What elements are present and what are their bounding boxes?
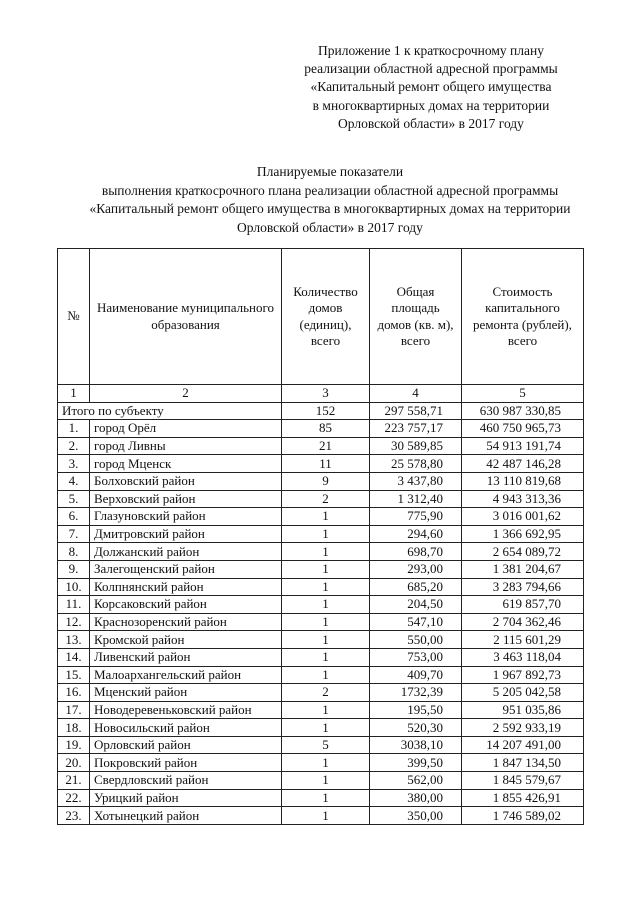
cell-name: Залегощенский район — [90, 560, 282, 578]
cell-cost: 1 366 692,95 — [462, 525, 584, 543]
header-count: Количество домов (единиц), всего — [282, 249, 370, 385]
cell-area: 30 589,85 — [370, 437, 462, 455]
cell-name: Колпнянский район — [90, 578, 282, 596]
cell-count: 1 — [282, 807, 370, 825]
cell-count: 1 — [282, 719, 370, 737]
cell-count: 2 — [282, 490, 370, 508]
column-number: 2 — [90, 385, 282, 403]
cell-cost: 1 847 134,50 — [462, 754, 584, 772]
table-row — [58, 684, 584, 702]
cell-cost: 1 855 426,91 — [462, 789, 584, 807]
cell-area: 293,00 — [370, 560, 462, 578]
cell-area: 350,00 — [370, 807, 462, 825]
table-row — [58, 508, 584, 526]
cell-count: 1 — [282, 648, 370, 666]
cell-cost: 2 115 601,29 — [462, 631, 584, 649]
cell-no: 10. — [58, 578, 90, 596]
cell-count: 1 — [282, 525, 370, 543]
table-row — [58, 560, 584, 578]
table-row — [58, 596, 584, 614]
cell-cost: 2 704 362,46 — [462, 613, 584, 631]
cell-area: 1732,39 — [370, 684, 462, 702]
indicators-table — [57, 248, 584, 825]
cell-cost: 3 283 794,66 — [462, 578, 584, 596]
cell-name: Краснозоренский район — [90, 613, 282, 631]
cell-name: Мценский район — [90, 684, 282, 702]
cell-area: 204,50 — [370, 596, 462, 614]
header-area: Общая площадь домов (кв. м), всего — [370, 249, 462, 385]
cell-name: Кромской район — [90, 631, 282, 649]
cell-name: Покровский район — [90, 754, 282, 772]
cell-area: 409,70 — [370, 666, 462, 684]
cell-area: 698,70 — [370, 543, 462, 561]
table-row — [58, 525, 584, 543]
cell-count: 21 — [282, 437, 370, 455]
cell-area: 399,50 — [370, 754, 462, 772]
header-no: № — [58, 249, 90, 385]
cell-no: 2. — [58, 437, 90, 455]
cell-count: 1 — [282, 613, 370, 631]
cell-area: 547,10 — [370, 613, 462, 631]
cell-count: 1 — [282, 560, 370, 578]
cell-cost: 13 110 819,68 — [462, 472, 584, 490]
cell-count: 2 — [282, 684, 370, 702]
cell-no: 3. — [58, 455, 90, 473]
cell-name: Болховский район — [90, 472, 282, 490]
cell-cost: 54 913 191,74 — [462, 437, 584, 455]
cell-name: Дмитровский район — [90, 525, 282, 543]
cell-no: 14. — [58, 648, 90, 666]
document-title — [50, 163, 610, 237]
cell-name: Малоархангельский район — [90, 666, 282, 684]
header-cost: Стоимость капитального ремонта (рублей), всего — [462, 249, 584, 385]
cell-count: 1 — [282, 631, 370, 649]
cell-cost: 460 750 965,73 — [462, 420, 584, 438]
cell-cost: 5 205 042,58 — [462, 684, 584, 702]
cell-name: город Орёл — [90, 420, 282, 438]
column-number: 4 — [370, 385, 462, 403]
column-number: 5 — [462, 385, 584, 403]
total-label: Итого по субъекту — [58, 402, 282, 420]
table-row — [58, 543, 584, 561]
cell-cost: 3 463 118,04 — [462, 648, 584, 666]
table-row — [58, 701, 584, 719]
appendix-line: «Капитальный ремонт общего имущества — [310, 79, 552, 95]
cell-area: 775,90 — [370, 508, 462, 526]
cell-name: Хотынецкий район — [90, 807, 282, 825]
cell-no: 19. — [58, 736, 90, 754]
cell-cost: 14 207 491,00 — [462, 736, 584, 754]
cell-no: 17. — [58, 701, 90, 719]
cell-count: 1 — [282, 543, 370, 561]
cell-count: 1 — [282, 789, 370, 807]
cell-name: Должанский район — [90, 543, 282, 561]
cell-name: Корсаковский район — [90, 596, 282, 614]
cell-no: 8. — [58, 543, 90, 561]
cell-area: 25 578,80 — [370, 455, 462, 473]
cell-name: Орловский район — [90, 736, 282, 754]
title-line: выполнения краткосрочного плана реализации областной адресной программы — [101, 182, 559, 198]
column-number: 3 — [282, 385, 370, 403]
cell-area: 380,00 — [370, 789, 462, 807]
cell-area: 195,50 — [370, 701, 462, 719]
appendix-line: в многоквартирных домах на территории — [312, 97, 550, 113]
table-row — [58, 437, 584, 455]
cell-count: 85 — [282, 420, 370, 438]
cell-name: Новосильский район — [90, 719, 282, 737]
cell-cost: 2 654 089,72 — [462, 543, 584, 561]
cell-cost: 4 943 313,36 — [462, 490, 584, 508]
table-row — [58, 772, 584, 790]
table-row — [58, 666, 584, 684]
cell-no: 20. — [58, 754, 90, 772]
table-row — [58, 472, 584, 490]
cell-name: Глазуновский район — [90, 508, 282, 526]
table-row — [58, 736, 584, 754]
table-row — [58, 631, 584, 649]
title-line: Планируемые показатели — [256, 164, 404, 179]
table-row — [58, 719, 584, 737]
total-row — [58, 402, 584, 420]
header-name: Наименование муниципального образования — [90, 249, 282, 385]
cell-no: 22. — [58, 789, 90, 807]
total-count: 152 — [282, 402, 370, 420]
column-number: 1 — [58, 385, 90, 403]
cell-area: 3038,10 — [370, 736, 462, 754]
cell-no: 6. — [58, 508, 90, 526]
title-line: Орловской области» в 2017 году — [237, 219, 423, 235]
cell-name: город Ливны — [90, 437, 282, 455]
table-row — [58, 789, 584, 807]
cell-name: Новодеревеньковский район — [90, 701, 282, 719]
cell-area: 562,00 — [370, 772, 462, 790]
cell-count: 5 — [282, 736, 370, 754]
cell-name: город Мценск — [90, 455, 282, 473]
cell-area: 753,00 — [370, 648, 462, 666]
cell-area: 520,30 — [370, 719, 462, 737]
cell-count: 1 — [282, 701, 370, 719]
cell-no: 21. — [58, 772, 90, 790]
table-row — [58, 420, 584, 438]
cell-count: 1 — [282, 508, 370, 526]
cell-count: 1 — [282, 596, 370, 614]
cell-name: Урицкий район — [90, 789, 282, 807]
cell-no: 13. — [58, 631, 90, 649]
cell-cost: 1 967 892,73 — [462, 666, 584, 684]
cell-name: Ливенский район — [90, 648, 282, 666]
cell-no: 18. — [58, 719, 90, 737]
appendix-line: Орловской области» в 2017 году — [338, 115, 524, 131]
table-body — [58, 385, 584, 825]
cell-no: 12. — [58, 613, 90, 631]
cell-no: 4. — [58, 472, 90, 490]
cell-cost: 951 035,86 — [462, 701, 584, 719]
table-row — [58, 578, 584, 596]
column-number-row — [58, 385, 584, 403]
total-cost: 630 987 330,85 — [462, 402, 584, 420]
cell-no: 1. — [58, 420, 90, 438]
cell-area: 1 312,40 — [370, 490, 462, 508]
cell-name: Свердловский район — [90, 772, 282, 790]
cell-area: 223 757,17 — [370, 420, 462, 438]
cell-no: 5. — [58, 490, 90, 508]
cell-cost: 1 746 589,02 — [462, 807, 584, 825]
cell-cost: 42 487 146,28 — [462, 455, 584, 473]
cell-count: 1 — [282, 754, 370, 772]
cell-area: 550,00 — [370, 631, 462, 649]
cell-count: 1 — [282, 772, 370, 790]
cell-cost: 2 592 933,19 — [462, 719, 584, 737]
total-area: 297 558,71 — [370, 402, 462, 420]
table-row — [58, 807, 584, 825]
cell-no: 7. — [58, 525, 90, 543]
table-header-row — [58, 249, 584, 385]
table-row — [58, 754, 584, 772]
cell-no: 11. — [58, 596, 90, 614]
cell-count: 1 — [282, 666, 370, 684]
cell-count: 11 — [282, 455, 370, 473]
cell-area: 685,20 — [370, 578, 462, 596]
table-row — [58, 490, 584, 508]
cell-no: 9. — [58, 560, 90, 578]
appendix-line: реализации областной адресной программы — [304, 61, 558, 77]
title-line: «Капитальный ремонт общего имущества в многоквартирных домах на территории — [89, 201, 571, 216]
cell-no: 15. — [58, 666, 90, 684]
cell-cost: 1 381 204,67 — [462, 560, 584, 578]
appendix-note — [300, 42, 562, 133]
cell-count: 1 — [282, 578, 370, 596]
cell-no: 23. — [58, 807, 90, 825]
table-row — [58, 455, 584, 473]
cell-area: 294,60 — [370, 525, 462, 543]
cell-area: 3 437,80 — [370, 472, 462, 490]
cell-name: Верховский район — [90, 490, 282, 508]
cell-cost: 1 845 579,67 — [462, 772, 584, 790]
cell-cost: 619 857,70 — [462, 596, 584, 614]
appendix-line: Приложение 1 к краткосрочному плану — [318, 43, 544, 58]
cell-no: 16. — [58, 684, 90, 702]
cell-count: 9 — [282, 472, 370, 490]
cell-cost: 3 016 001,62 — [462, 508, 584, 526]
table-row — [58, 648, 584, 666]
table-row — [58, 613, 584, 631]
